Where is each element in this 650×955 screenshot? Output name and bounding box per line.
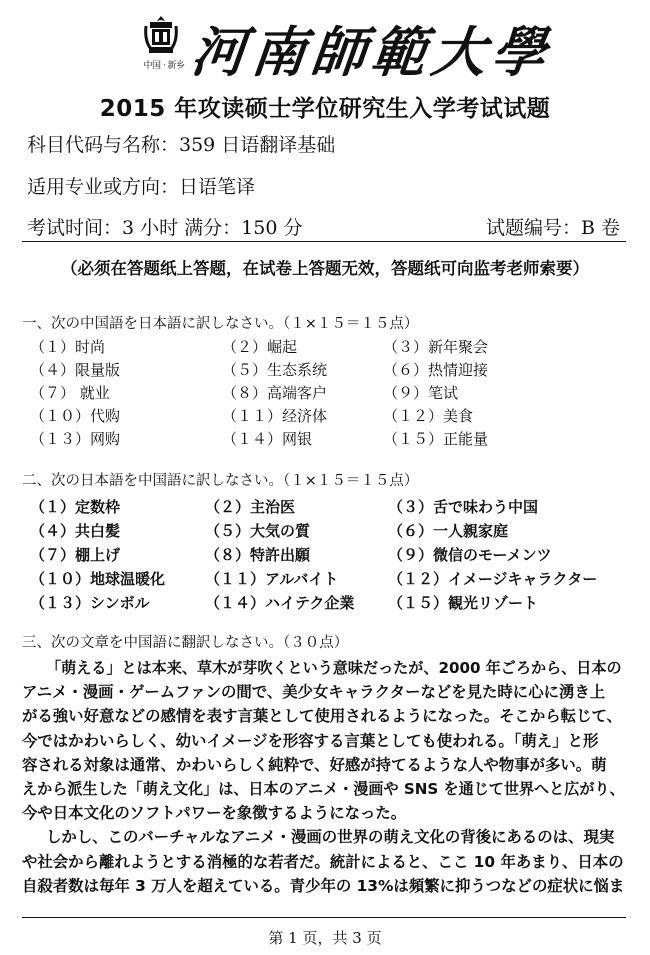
major-line: 适用专业或方向：日语笔译 xyxy=(27,176,256,198)
passage-line: や社会から離れようとする消極的な若者だ。統計によると、ここ 10 年あまり、日本の xyxy=(22,852,624,871)
list-item: （１３）シンボル xyxy=(30,594,150,612)
list-item: （５）生态系统 xyxy=(222,361,328,379)
list-item: （２）崛起 xyxy=(222,338,298,356)
list-item: （２）主治医 xyxy=(205,498,296,516)
subject-line: 科目代码与名称：359 日语翻译基础 xyxy=(27,134,336,156)
list-item: （３）新年聚会 xyxy=(383,338,489,356)
list-item: （７）棚上げ xyxy=(30,546,121,564)
section-1-heading: 一、次の中国語を日本語に訳しなさい。（１×１５＝１５点） xyxy=(22,316,419,332)
section-3-heading: 三、次の文章を中国語に翻訳しなさい。（３０点） xyxy=(22,635,349,651)
list-item: （４）共白髪 xyxy=(30,522,121,540)
list-item: （１０）代购 xyxy=(30,407,121,425)
translation-passage xyxy=(22,656,632,898)
list-item: （１２）イメージキャラクター xyxy=(388,570,598,588)
paper-code: 试题编号：B 卷 xyxy=(485,217,620,239)
list-item: （８）特許出願 xyxy=(205,546,311,564)
passage-line: がる強い好意などの感情を表す言葉として使用されるようになった。そこから転じて、 xyxy=(22,707,622,726)
list-item: （１０）地球温暖化 xyxy=(30,570,166,588)
list-item: （８）高端客户 xyxy=(222,384,328,402)
list-item: （１）时尚 xyxy=(30,338,106,356)
passage-line: 容される対象は通常、かわいらしく純粋で、好感が持てるような人や物事が多い。萌 xyxy=(22,755,607,774)
exam-time-line: 考试时间：3 小时 满分：150 分 xyxy=(27,217,303,239)
list-item: （６）热情迎接 xyxy=(383,361,489,379)
page-number: 第 1 页，共 3 页 xyxy=(268,929,382,947)
list-item: （１４）ハイテク企業 xyxy=(205,594,355,612)
passage-line: 自殺者数は毎年 3 万人を超えている。青少年の 13%は頻繁に抑うつなどの症状に悩ま xyxy=(22,876,625,895)
list-item: （１１）アルバイト xyxy=(205,570,339,588)
list-item: （４）限量版 xyxy=(30,361,121,379)
list-item: （９）笔试 xyxy=(383,384,459,402)
passage-line: しかし、このバーチャルなアニメ・漫画の世界の萌え文化の背後にあるのは、現実 xyxy=(46,828,615,847)
list-item: （１５）正能量 xyxy=(383,430,489,448)
list-item: （５）大気の質 xyxy=(205,522,311,540)
list-item: （７） 就业 xyxy=(30,384,110,402)
list-item: （１１）经济体 xyxy=(222,407,328,425)
university-name-logo: 河南師範大學 xyxy=(188,20,555,84)
list-item: （１５）観光リゾート xyxy=(388,594,539,612)
list-item: （１３）网购 xyxy=(30,430,121,448)
list-item: （９）微信のモーメンツ xyxy=(388,546,552,564)
university-seal-icon xyxy=(142,14,180,56)
section-2-heading: 二、次の日本語を中国語に訳しなさい。（１×１５＝１５点） xyxy=(22,473,419,489)
passage-line: 「萌える」とは本来、草木が芽吹くという意味だったが、2000 年ごろから、日本の xyxy=(46,659,622,677)
seal-caption: 中国 · 新乡 xyxy=(143,61,185,71)
footer-divider xyxy=(22,917,626,918)
list-item: （１４）网银 xyxy=(222,430,313,448)
exam-title: 2015 年攻读硕士学位研究生入学考试试题 xyxy=(99,96,551,122)
passage-line: 今や日本文化のソフトパワーを象徴するようになった。 xyxy=(22,804,407,823)
passage-line: アニメ・漫画・ゲームファンの間で、美少女キャラクターなどを見た時に心に湧き上 xyxy=(22,683,606,702)
list-item: （１）定数枠 xyxy=(30,498,121,516)
list-item: （３）舌で味わう中国 xyxy=(388,498,539,516)
answer-notice: （必须在答题纸上答题，在试卷上答题无效，答题纸可向监考老师索要） xyxy=(61,259,589,278)
passage-line: 今ではかわいらしく、幼いイメージを形容する言葉としても使われる。「萌え」と形 xyxy=(22,731,599,750)
list-item: （１２）美食 xyxy=(383,407,474,425)
header-divider xyxy=(22,241,626,242)
list-item: （６）一人親家庭 xyxy=(388,522,509,540)
passage-line: えから派生した「萌え文化」は、日本のアニメ・漫画や SNS を通じて世界へと広がり、 xyxy=(22,780,625,799)
